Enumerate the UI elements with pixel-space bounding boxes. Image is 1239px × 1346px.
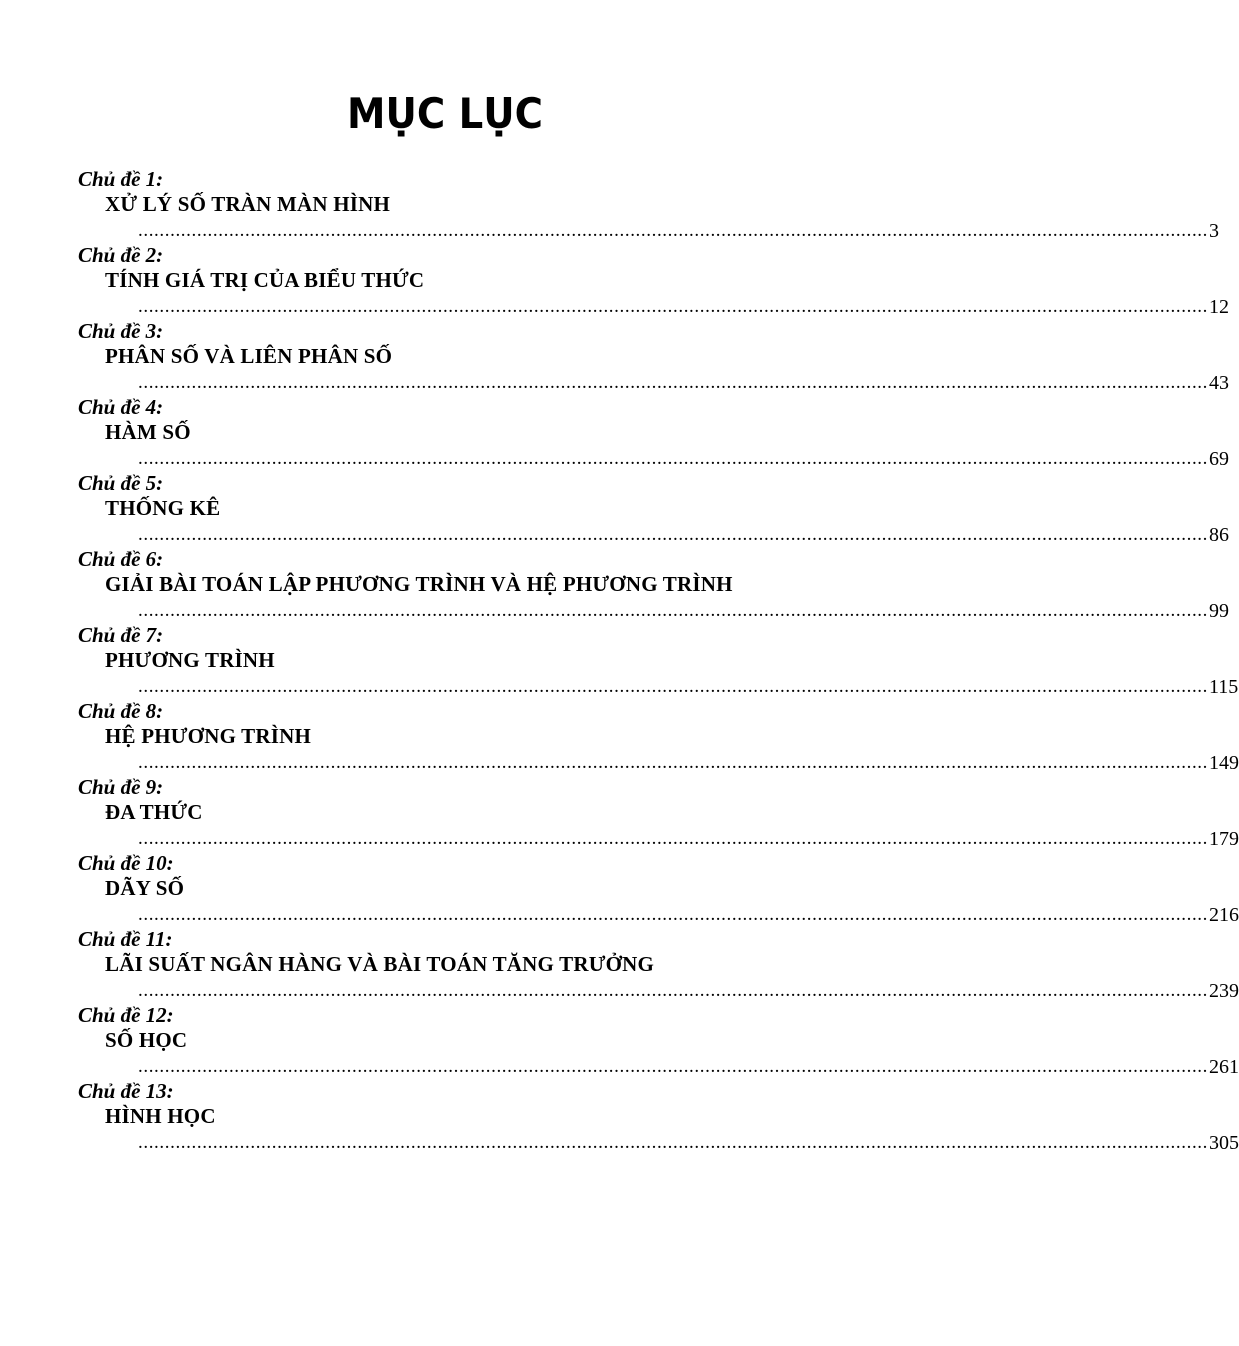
dot-leader: ........................................................................................................................................................................................................ (138, 220, 1208, 241)
chapter-title: SỐ HỌC (105, 1028, 188, 1052)
page-number: 149 (1209, 752, 1239, 774)
dot-leader-line (138, 825, 1239, 851)
dot-leader: ........................................................................................................................................................................................................ (138, 980, 1208, 1001)
table-of-contents (78, 166, 1239, 1154)
page-number: 43 (1209, 372, 1229, 394)
dot-leader: ........................................................................................................................................................................................................ (138, 676, 1208, 697)
dot-leader-line (138, 597, 1229, 623)
dot-leader-line (138, 369, 1229, 395)
chapter-label: Chủ đề 2: (78, 243, 164, 267)
page-number: 99 (1209, 600, 1229, 622)
dot-leader-line (138, 1053, 1239, 1079)
chapter-label: Chủ đề 10: (78, 851, 174, 875)
dot-leader-line (138, 901, 1239, 927)
dot-leader: ........................................................................................................................................................................................................ (138, 448, 1208, 469)
chapter-label: Chủ đề 3: (78, 319, 164, 343)
chapter-label: Chủ đề 7: (78, 623, 164, 647)
page-title: MỤC LỤC (346, 89, 543, 138)
chapter-label: Chủ đề 8: (78, 699, 164, 723)
toc-entry[interactable] (78, 850, 1239, 926)
chapter-label: Chủ đề 11: (78, 927, 173, 951)
chapter-title: ĐA THỨC (105, 800, 203, 824)
toc-entry[interactable] (78, 774, 1239, 850)
dot-leader: ........................................................................................................................................................................................................ (138, 1132, 1208, 1153)
page-number: 86 (1209, 524, 1229, 546)
toc-entry[interactable] (78, 242, 1229, 318)
chapter-title: HÀM SỐ (105, 420, 191, 444)
page-number: 115 (1209, 676, 1239, 698)
page-number: 12 (1209, 296, 1229, 318)
dot-leader: ........................................................................................................................................................................................................ (138, 752, 1208, 773)
dot-leader-line (138, 749, 1239, 775)
toc-entry[interactable] (78, 622, 1239, 698)
page-number: 239 (1209, 980, 1239, 1002)
dot-leader-line (138, 293, 1229, 319)
chapter-label: Chủ đề 6: (78, 547, 164, 571)
page-number: 179 (1209, 828, 1239, 850)
chapter-title: TÍNH GIÁ TRỊ CỦA BIỂU THỨC (105, 268, 425, 292)
toc-entry[interactable] (78, 1078, 1239, 1154)
dot-leader: ........................................................................................................................................................................................................ (138, 372, 1208, 393)
chapter-label: Chủ đề 4: (78, 395, 164, 419)
dot-leader: ........................................................................................................................................................................................................ (138, 904, 1208, 925)
dot-leader: ........................................................................................................................................................................................................ (138, 524, 1208, 545)
chapter-title: HỆ PHƯƠNG TRÌNH (105, 724, 312, 748)
dot-leader: ........................................................................................................................................................................................................ (138, 296, 1208, 317)
page-number: 261 (1209, 1056, 1239, 1078)
page-number: 69 (1209, 448, 1229, 470)
dot-leader-line (138, 445, 1229, 471)
chapter-title: PHÂN SỐ VÀ LIÊN PHÂN SỐ (105, 344, 393, 368)
toc-entry[interactable] (78, 394, 1229, 470)
toc-entry[interactable] (78, 318, 1229, 394)
chapter-title: LÃI SUẤT NGÂN HÀNG VÀ BÀI TOÁN TĂNG TRƯỞNG (105, 952, 655, 976)
dot-leader-line (138, 977, 1239, 1003)
chapter-title: THỐNG KÊ (105, 496, 221, 520)
chapter-title: XỬ LÝ SỐ TRÀN MÀN HÌNH (105, 192, 390, 216)
dot-leader-line (138, 673, 1239, 699)
toc-entry[interactable] (78, 546, 1229, 622)
dot-leader-line (138, 521, 1229, 547)
chapter-label: Chủ đề 12: (78, 1003, 174, 1027)
chapter-label: Chủ đề 9: (78, 775, 164, 799)
chapter-title: GIẢI BÀI TOÁN LẬP PHƯƠNG TRÌNH VÀ HỆ PHƯƠNG TRÌNH (105, 572, 733, 596)
page-number: 305 (1209, 1132, 1239, 1154)
dot-leader: ........................................................................................................................................................................................................ (138, 1056, 1208, 1077)
chapter-title: PHƯƠNG TRÌNH (105, 648, 275, 672)
chapter-label: Chủ đề 13: (78, 1079, 174, 1103)
dot-leader-line (138, 217, 1219, 243)
toc-entry[interactable] (78, 1002, 1239, 1078)
dot-leader-line (138, 1129, 1239, 1155)
chapter-label: Chủ đề 5: (78, 471, 164, 495)
chapter-label: Chủ đề 1: (78, 167, 164, 191)
toc-entry[interactable] (78, 926, 1239, 1002)
page-number: 216 (1209, 904, 1239, 926)
page-number: 3 (1209, 220, 1219, 242)
toc-entry[interactable] (78, 166, 1219, 242)
dot-leader: ........................................................................................................................................................................................................ (138, 600, 1208, 621)
chapter-title: DÃY SỐ (105, 876, 185, 900)
toc-entry[interactable] (78, 698, 1239, 774)
dot-leader: ........................................................................................................................................................................................................ (138, 828, 1208, 849)
toc-entry[interactable] (78, 470, 1229, 546)
chapter-title: HÌNH HỌC (105, 1104, 216, 1128)
